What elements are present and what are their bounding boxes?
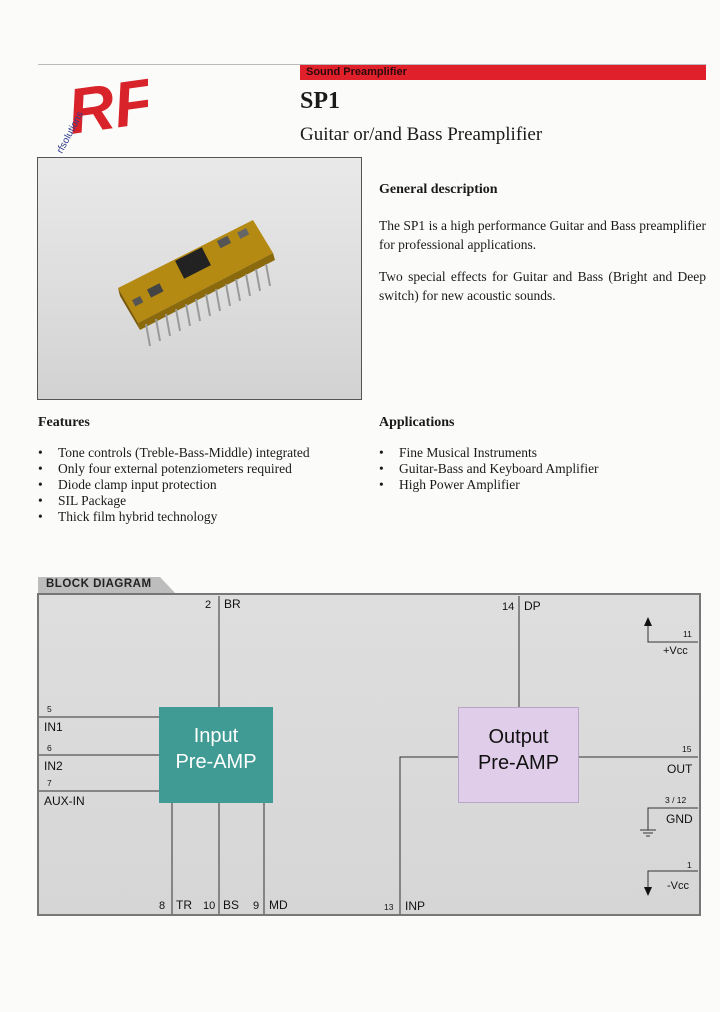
model-title: SP1 bbox=[300, 88, 341, 114]
list-item: • Diode clamp input protection bbox=[38, 477, 358, 493]
general-description-paragraph-1: The SP1 is a high performance Guitar and Bass preamplifier for professional applications. bbox=[379, 218, 706, 252]
output-preamp-block bbox=[458, 707, 579, 803]
input-block-line2: Pre-AMP bbox=[175, 751, 257, 773]
pin-label-md: MD bbox=[269, 898, 288, 912]
pin-number-br: 2 bbox=[205, 599, 212, 611]
pin-number-md: 9 bbox=[253, 900, 260, 912]
arrow-up-icon bbox=[644, 617, 652, 626]
pin-label-br: BR bbox=[224, 597, 241, 611]
input-block-line1: Input bbox=[193, 725, 239, 747]
pin-label-aux: AUX-IN bbox=[44, 794, 85, 808]
list-item: • SIL Package bbox=[38, 493, 358, 509]
applications-heading: Applications bbox=[379, 415, 455, 430]
pin-number-vcc-neg: 1 bbox=[687, 860, 692, 870]
pin-number-inp: 13 bbox=[384, 902, 394, 912]
input-preamp-block bbox=[159, 707, 273, 803]
pin-number-gnd: 3 / 12 bbox=[665, 795, 687, 805]
output-block-line2: Pre-AMP bbox=[477, 752, 560, 774]
pin-number-tr: 8 bbox=[159, 900, 166, 912]
svg-text:RF: RF bbox=[63, 64, 148, 148]
features-heading: Features bbox=[38, 415, 90, 430]
category-banner: Sound Preamplifier bbox=[300, 65, 706, 80]
list-item: • Only four external potenziometers required bbox=[38, 461, 358, 477]
pin-number-aux: 7 bbox=[47, 778, 52, 788]
pin-label-gnd: GND bbox=[666, 812, 693, 826]
pin-label-tr: TR bbox=[176, 898, 192, 912]
pin-label-vcc-pos: +Vcc bbox=[663, 645, 688, 657]
arrow-down-icon bbox=[644, 887, 652, 896]
list-item: • Guitar-Bass and Keyboard Amplifier bbox=[379, 461, 699, 477]
pin-label-in1: IN1 bbox=[44, 720, 63, 734]
pin-number-in2: 6 bbox=[47, 743, 52, 753]
output-block-line1: Output bbox=[488, 726, 549, 748]
product-subtitle: Guitar or/and Bass Preamplifier bbox=[300, 124, 543, 145]
block-diagram-title: BLOCK DIAGRAM bbox=[46, 578, 152, 590]
pin-number-out: 15 bbox=[682, 744, 692, 754]
list-item: • Fine Musical Instruments bbox=[379, 445, 699, 461]
pin-label-vcc-neg: -Vcc bbox=[667, 880, 689, 892]
general-description-paragraph-2: Two special effects for Guitar and Bass (Bright and Deep switch) for new acoustic sounds. bbox=[379, 269, 706, 303]
pin-label-out: OUT bbox=[667, 762, 693, 776]
list-item: • Tone controls (Treble-Bass-Middle) integrated bbox=[38, 445, 358, 461]
pin-number-in1: 5 bbox=[47, 704, 52, 714]
general-description-heading: General description bbox=[379, 182, 498, 197]
pin-number-vcc-pos: 11 bbox=[683, 629, 692, 639]
pin-label-bs: BS bbox=[223, 898, 240, 912]
pin-label-in2: IN2 bbox=[44, 759, 63, 773]
svg-text:rfsolutions: rfsolutions bbox=[54, 110, 87, 156]
list-item: • Thick film hybrid technology bbox=[38, 509, 358, 525]
list-item: • High Power Amplifier bbox=[379, 477, 699, 493]
pin-number-dp: 14 bbox=[502, 601, 515, 613]
pin-label-inp: INP bbox=[405, 899, 426, 913]
pin-label-dp: DP bbox=[524, 599, 541, 613]
pin-number-bs: 10 bbox=[203, 900, 216, 912]
